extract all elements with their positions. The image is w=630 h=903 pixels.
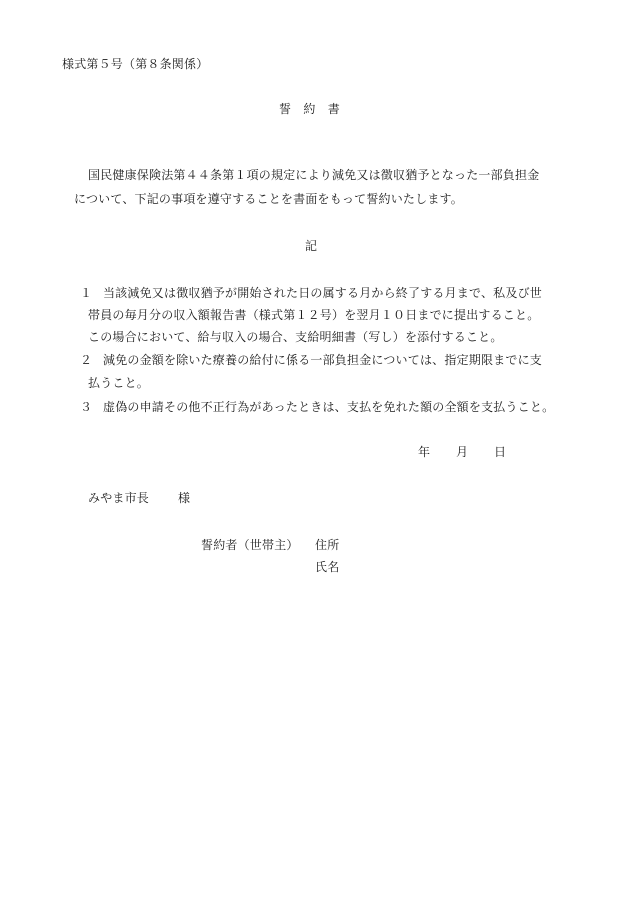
item-3-number: ３ [80,400,93,414]
document-title: 誓 約 書 [279,102,341,116]
item-1-number: １ [80,286,93,300]
intro-line-1: 国民健康保険法第４４条第１項の規定により減免又は徴収猶予となった一部負担金 [88,168,540,182]
pledgor-label: 誓約者（世帯主） [201,538,299,552]
date-month: 月 [456,445,469,459]
item-2-line-2: 払うこと。 [88,376,150,390]
item-2-line-1: 減免の金額を除いた療養の給付に係る一部負担金については、指定期限までに支 [103,353,542,367]
addressee-name: みやま市長 [88,491,150,505]
ki-heading: 記 [305,239,318,253]
item-2-number: ２ [80,353,93,367]
item-3-line-1: 虚偽の申請その他不正行為があったときは、支払を免れた額の全額を支払うこと。 [103,400,555,414]
name-label: 氏名 [315,560,340,574]
date-day: 日 [494,445,507,459]
addressee-suffix: 様 [178,491,191,505]
item-1-line-3: この場合において、給与収入の場合、支給明細書（写し）を添付すること。 [88,330,503,344]
intro-line-2: について、下記の事項を遵守することを書面をもって誓約いたします。 [74,192,463,206]
item-1-line-1: 当該減免又は徴収猶予が開始された日の属する月から終了する月まで、私及び世 [103,286,542,300]
form-number: 様式第５号（第８条関係） [62,57,209,71]
item-1-line-2: 帯員の毎月分の収入額報告書（様式第１２号）を翌月１０日までに提出すること。 [88,308,540,322]
address-label: 住所 [315,538,340,552]
date-year: 年 [418,445,431,459]
